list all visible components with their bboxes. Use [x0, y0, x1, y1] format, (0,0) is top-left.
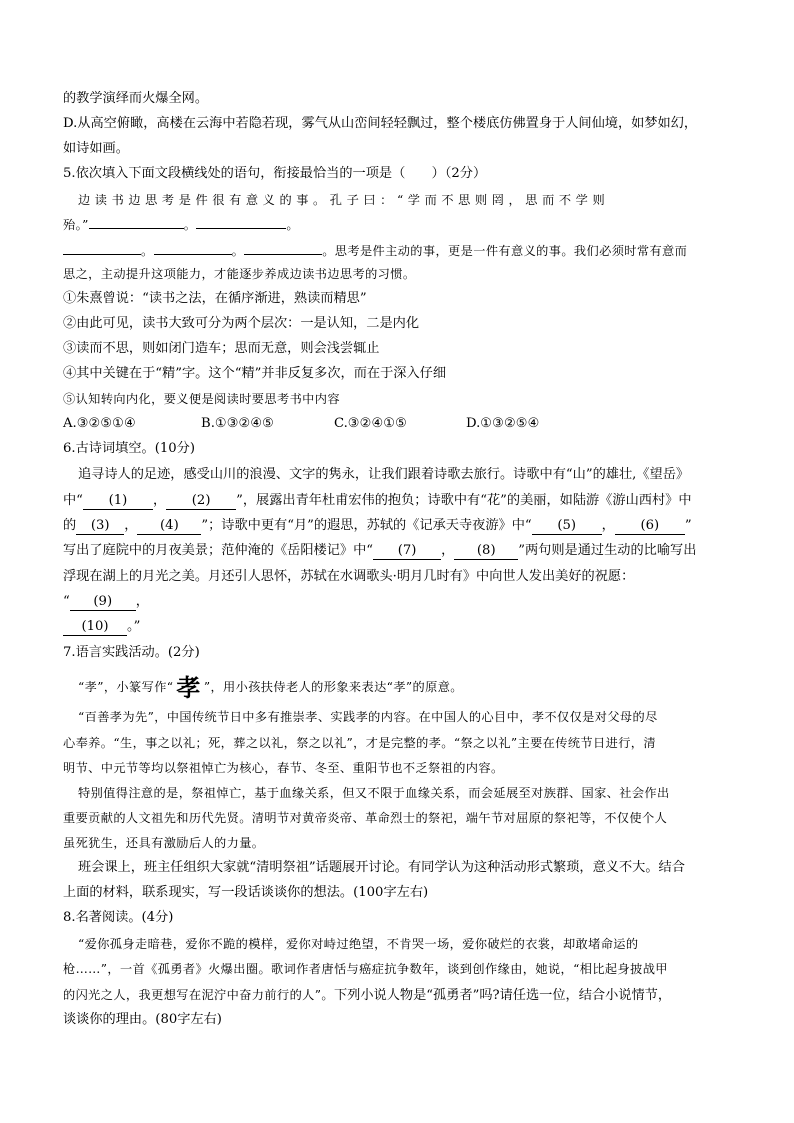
material-line: 虽死犹生，还具有激励后人的力量。: [63, 836, 265, 850]
blank-7[interactable]: (7): [373, 543, 441, 560]
blank-9[interactable]: (9): [70, 594, 136, 611]
material-text: “孝”，小篆写作“: [78, 680, 174, 694]
question-8-title: 8.名著阅读。(4分): [63, 910, 174, 925]
passage-line: [63, 240, 687, 261]
poetry-line: [63, 617, 140, 637]
material-line: “百善孝为先”，中国传统节日中多有推崇孝、实践孝的内容。在中国人的心目中，孝不仅仅是对父母的尽: [78, 710, 658, 724]
blank-6[interactable]: (6): [615, 518, 685, 535]
answer-options: [63, 414, 539, 434]
question-text: 谈谈你的理由。(80字左右): [63, 1012, 222, 1027]
option-c[interactable]: C.③②④①⑤: [334, 416, 407, 431]
blank-3[interactable]: (3): [76, 518, 124, 535]
passage-text: 。: [141, 244, 154, 258]
poetry-text: 写出了庭院中的月夜美景；范仲淹的《岳阳楼记》中“: [63, 543, 374, 558]
sentence-3: ③读而不思，则如闭门造车；思而无意，则会浅尝辄止: [63, 341, 380, 356]
poetry-text: ，: [601, 518, 615, 533]
poetry-text: ，: [124, 518, 138, 533]
sentence-1: ①朱熹曾说：“读书之法，在循序渐进，熟读而精思”: [63, 291, 367, 306]
passage-text: 。: [286, 218, 299, 232]
blank-8[interactable]: (8): [454, 543, 518, 560]
option-d-text: D.从高空俯瞰，高楼在云海中若隐若现，雾气从山峦间轻轻飘过，整个楼底仿佛置身于人间仙境，如梦如幻，: [63, 116, 698, 131]
option-a[interactable]: A.③②⑤①④: [63, 416, 136, 431]
sentence-5: ⑤认知转向内化，要义便是阅读时要思考书中内容: [63, 392, 340, 406]
seal-script-xiao-glyph: 孝: [176, 674, 201, 702]
option-d[interactable]: D.①③②⑤④: [466, 416, 540, 431]
poetry-line: 追寻诗人的足迹，感受山川的浪漫、文字的隽永，让我们跟着诗歌去旅行。诗歌中有“山”的雄壮,《望岳》: [78, 467, 690, 482]
poetry-text: 的: [63, 518, 77, 533]
lyrics-line: [63, 985, 671, 1006]
blank-4[interactable]: (4): [137, 518, 201, 535]
poetry-line: 浮现在湖上的月光之美。月还引人思怀，苏轼在水调歌头·明月几时有》中向世人发出美好的祝愿：: [63, 569, 635, 584]
poetry-line: [63, 592, 149, 612]
material-line: 心奉养。“生，事之以礼；死，葬之以礼，祭之以礼”，才是完整的孝。“祭之以礼”主要在传统节日进行，清: [63, 736, 656, 750]
material-text: ”，用小孩扶侍老人的形象来表达“孝”的原意。: [203, 680, 463, 694]
option-b[interactable]: B.①③②④⑤: [201, 416, 274, 431]
material-line: 重要贡献的人文祖先和历代先贤。清明节对黄帝炎帝、革命烈士的祭祀，端午节对屈原的祭祀等，不仅使个人: [63, 811, 668, 825]
passage-text: 殆。”: [63, 218, 89, 232]
passage-text: 。: [183, 218, 197, 232]
poetry-line: [63, 541, 696, 561]
text-line: 的教学演绎而火爆全网。: [63, 91, 209, 106]
poetry-text: ，: [135, 594, 149, 609]
answer-blank[interactable]: [244, 240, 322, 255]
poetry-text: 中“: [63, 493, 83, 508]
passage-line: 思之，主动提升这项能力，才能逐步养成边读书边思考的习惯。: [63, 267, 416, 281]
poetry-text: ”两句则是通过生动的比喻写出: [518, 543, 697, 558]
poetry-text: 。”: [127, 619, 141, 634]
passage-line: [63, 214, 299, 235]
lyrics-text: 的闪光之人，我更想写在泥泞中奋力前行的人”。: [63, 988, 334, 1002]
sentence-4: ④其中关键在于“精”字。这个“精”并非反复多次，而在于深入仔细: [63, 366, 447, 381]
blank-1[interactable]: (1): [83, 493, 153, 510]
lyrics-line: “爱你孤身走暗巷，爱你不跪的模样，爱你对峙过绝望，不肯哭一场，爱你破烂的衣裳，却敢堵命运的: [78, 937, 639, 951]
sentence-2: ②由此可见，读书大致可分为两个层次：一是认知，二是内化: [63, 316, 420, 331]
poetry-text: ”，展露出青年杜甫宏伟的抱负；诗歌中有“花”的美丽，如陆游《游山西村》中: [236, 493, 692, 508]
question-7-title: 7.语言实践活动。(2分): [63, 645, 200, 660]
question-6-title: 6.古诗词填空。(10分): [63, 441, 195, 456]
material-line: 明节、中元节等均以祭祖悼亡为核心，春节、冬至、重阳节也不乏祭祖的内容。: [63, 761, 504, 775]
poetry-text: ”: [684, 518, 692, 533]
prompt-line: 上面的材料，联系现实，写一段话谈谈你的想法。(100字左右): [63, 885, 429, 900]
material-line: 特别值得注意的是，祭祖悼亡，基于血缘关系，但又不限于血缘关系，而会延展至对族群、国家、社会作出: [78, 786, 670, 800]
material-line: [78, 676, 463, 700]
poetry-text: “: [63, 594, 70, 609]
passage-text: 。: [231, 244, 245, 258]
option-d-text-cont: 如诗如画。: [63, 141, 129, 156]
blank-2[interactable]: (2): [166, 493, 236, 510]
blank-10[interactable]: (10): [63, 619, 127, 636]
passage-text: 。思考是件主动的事，更是一件有意义的事。我们必须时常有意而: [322, 244, 688, 258]
question-5-title: 5.依次填入下面文段横线处的语句，衔接最恰当的一项是（ ）（2分）: [63, 166, 487, 181]
answer-blank[interactable]: [154, 240, 232, 255]
blank-5[interactable]: (5): [532, 518, 602, 535]
poetry-text: ”；诗歌中更有“月”的遐思，苏轼的《记承天寺夜游》中“: [201, 518, 532, 533]
prompt-line: 班会课上，班主任组织大家就“清明祭祖”话题展开讨论。有同学认为这种活动形式繁琐，意义不大。结合: [78, 860, 685, 875]
answer-blank[interactable]: [63, 240, 141, 255]
question-text: 下列小说人物是“孤勇者”吗?请任选一位，结合小说情节，: [333, 988, 672, 1003]
poetry-text: ，: [152, 493, 167, 508]
poetry-line: [63, 491, 692, 511]
answer-blank[interactable]: [196, 214, 286, 229]
poetry-line: [63, 516, 692, 536]
lyrics-line: 枪……”，一首《孤勇者》火爆出圈。歌词作者唐恬与癌症抗争数年，谈到创作缘由，她说，“相比起身披战甲: [63, 962, 668, 976]
passage-line: 边读书边思考是件很有意义的事。孔子曰：“学而不思则罔，思而不学则: [78, 193, 610, 207]
poetry-text: ，: [441, 543, 455, 558]
answer-blank[interactable]: [89, 214, 184, 229]
